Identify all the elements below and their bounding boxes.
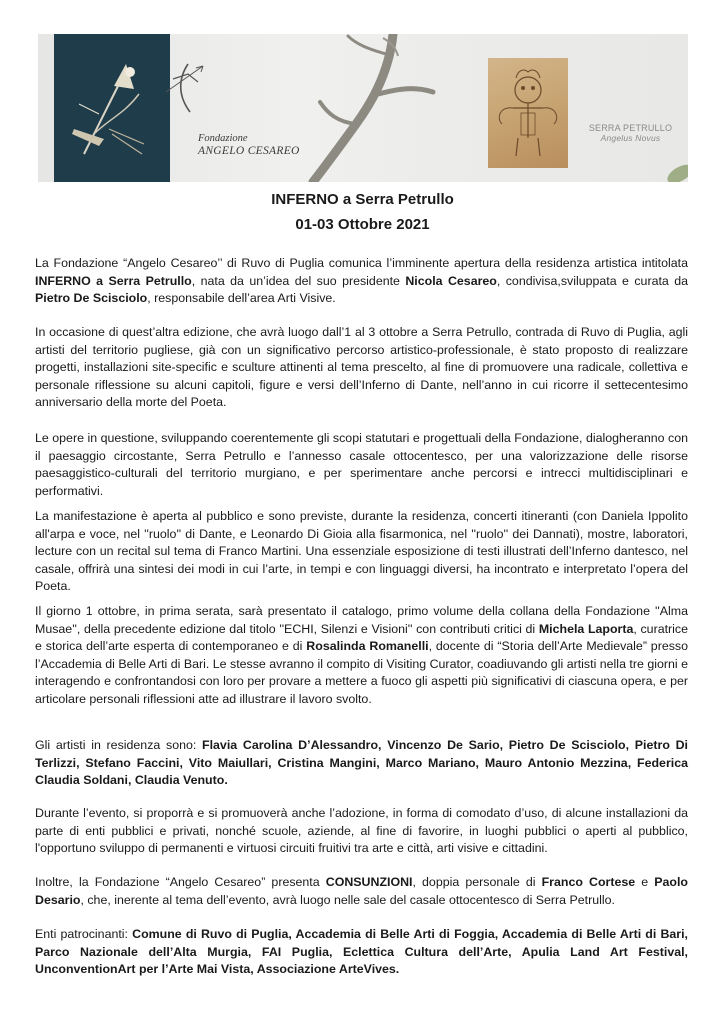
event-dates: 01-03 Ottobre 2021	[295, 216, 430, 233]
paragraph-catalogue: Il giorno 1 ottobre, in prima serata, sarà presentato il catalogo, primo volume della collana della Fondazione ''Alma Musae'', della precedente edizione dal titolo ''ECHI, Silenzi e Visioni'' con contributi critici di Michela Laporta, curatrice e storica dell’arte esperta di contemporaneo e di Rosalinda Romanelli, docente di “Storia dell’Arte Medievale” presso l’Accademia di Belle Arti di Bari. Le stesse avranno il compito di Visiting Curator, coadiuvando gli artisti nella tre giorni e interagendo e confrontandosi con loro per provare a mettere a fuoco gli aspetti più significativi di ciascuna opera, e per articolare personali riflessioni atte ad illustrare il lavoro svolto.	[35, 604, 689, 706]
foundation-logo-sketch	[38, 34, 688, 182]
paragraph-artists: Gli artisti in residenza sono: Flavia Carolina D’Alessandro, Vincenzo De Sario, Pietro De Scisciolo, Pietro Di Terlizzi, Stefano Faccini, Vito Maiullari, Cristina Mangini, Marco Mariano, Mauro Antonio Mezzina, Federica Claudia Soldani, Claudia Venuto.	[35, 738, 688, 787]
paragraph-patrons: Enti patrocinanti: Comune di Ruvo di Puglia, Accademia di Belle Arti di Foggia, Accademia di Belle Arti di Bari, Parco Nazionale dell’Alta Murgia, FAI Puglia, Eclettica Cultura dell’Arte, Apulia Land Art Festival, UnconventionArt per l’Arte Mai Vista, Associazione ArteVives.	[35, 927, 688, 976]
paragraph-adoption: Durante l’evento, si proporrà e si promuoverà anche l’adozione, in forma di comodato d’uso, di alcune installazioni da parte di enti pubblici e privati, nonché scuole, aziende, al fine di favorire, in luoghi pubblici o aperti al pubblico, l'opportuno sviluppo di permanenti e virtuosi circuiti fruitivi tra arte e città, arti visive e cittadini.	[35, 806, 688, 855]
serra-petrullo-label: SERRA PETRULLO Angelus Novus	[588, 123, 673, 143]
foundation-name: Fondazione ANGELO CESAREO	[198, 133, 300, 157]
paragraph-consunzioni: Inoltre, la Fondazione “Angelo Cesareo” presenta CONSUNZIONI, doppia personale di Franco Cortese e Paolo Desario, che, inerente al tema dell’evento, avrà luogo nelle sale del casale ottocentesco di Serra Petrullo.	[35, 875, 688, 907]
header-banner	[38, 34, 688, 182]
page-title: INFERNO a Serra Petrullo	[271, 191, 454, 208]
paragraph-edition: In occasione di quest’altra edizione, che avrà luogo dall’1 al 3 ottobre a Serra Petrullo, contrada di Ruvo di Puglia, agli artisti del territorio pugliese, già con un significativo percorso artistico-professionale, è stato proposto di realizzare progetti, installazioni site-specific e sculture attinenti al tema prescelto, al fine di promuovere una radicale, collettiva e personale riflessione su alcuni capitoli, figure e versi dell’Inferno di Dante, nell’anno in cui ricorre il settecentesimo anniversario della morte del Poeta.	[35, 325, 688, 409]
artwork-angelus-novus-image	[488, 58, 568, 168]
paragraph-event: La manifestazione è aperta al pubblico e sono previste, durante la residenza, concerti itineranti (con Daniela Ippolito all'arpa e voce, nel ''ruolo'' di Dante, e Leonardo Di Gioia alla fisarmonica, nel ''ruolo'' dei Dannati), mostre, laboratori, lecture con un recital sul tema di Franco Martini. Una essenziale esposizione di testi illustrati dell’Inferno dantesco, nel casale, offrirà una sintesi dei modi in cui l’arte, in tempi e con linguaggi diversi, ha incontrato e interpretato l’opera del Poeta.	[35, 509, 688, 593]
paragraph-intro: La Fondazione “Angelo Cesareo’’ di Ruvo di Puglia comunica l’imminente apertura della residenza artistica intitolata INFERNO a Serra Petrullo, nata da un’idea del suo presidente Nicola Cesareo, condivisa,sviluppata e curata da Pietro De Scisciolo, responsabile dell’area Arti Visive.	[35, 256, 689, 305]
paragraph-works: Le opere in questione, sviluppando coerentemente gli scopi statutari e progettuali della Fondazione, dialogheranno con il paesaggio circostante, Serra Petrullo e l’annesso casale ottocentesco, per una valorizzazione delle risorse paesaggistico-culturali del territorio murgiano, e per sperimentare anche percorsi e intrecci multidisciplinari e performativi.	[35, 431, 688, 498]
